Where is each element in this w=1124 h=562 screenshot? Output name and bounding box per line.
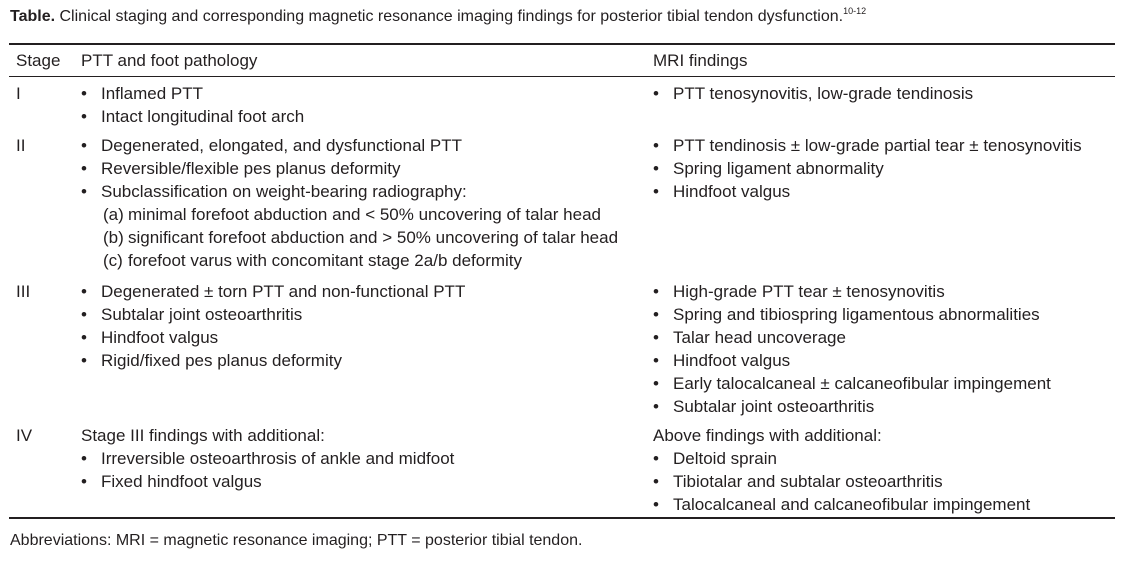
bullet-icon: •	[653, 495, 659, 514]
bullet-icon: •	[81, 107, 87, 126]
bullet-text: Hindfoot valgus	[101, 328, 219, 347]
bullet-text: High-grade PTT tear ± tenosynovitis	[673, 282, 945, 301]
bullet-text: Spring ligament abnormality	[673, 159, 884, 178]
bullet-item	[653, 82, 973, 105]
bullet-item	[81, 447, 454, 470]
stage-label	[16, 280, 30, 303]
bullet-text: Reversible/flexible pes planus deformity	[101, 159, 401, 178]
bullet-text: Hindfoot valgus	[673, 351, 791, 370]
bullet-item	[653, 157, 1082, 180]
intro-line	[653, 424, 1030, 447]
bullet-text: Fixed hindfoot valgus	[101, 472, 262, 491]
bullet-icon: •	[653, 182, 659, 201]
bullet-icon: •	[81, 305, 87, 324]
bullet-icon: •	[653, 449, 659, 468]
bullet-icon: •	[81, 136, 87, 155]
table-caption	[10, 7, 866, 27]
pathology-cell	[81, 82, 304, 128]
intro-text: Stage III findings with additional:	[81, 426, 325, 445]
bullet-text: Tibiotalar and subtalar osteoarthritis	[673, 472, 943, 491]
bullet-item	[81, 326, 465, 349]
bullet-icon: •	[81, 449, 87, 468]
bullet-item	[81, 180, 618, 203]
stage-label	[16, 82, 21, 105]
bullet-text: PTT tendinosis ± low-grade partial tear ± tenosynovitis	[673, 136, 1082, 155]
bullet-item	[81, 82, 304, 105]
intro-text: Above findings with additional:	[653, 426, 882, 445]
subclass-text: significant forefoot abduction and > 50% uncovering of talar head	[128, 228, 619, 247]
bullet-text: Early talocalcaneal ± calcaneofibular impingement	[673, 374, 1051, 393]
mri-cell	[653, 82, 973, 105]
bullet-item	[653, 395, 1051, 418]
bullet-item	[653, 470, 1030, 493]
bullet-icon: •	[653, 159, 659, 178]
mri-cell	[653, 280, 1051, 418]
bullet-icon: •	[81, 472, 87, 491]
bullet-icon: •	[653, 472, 659, 491]
mri-cell	[653, 134, 1082, 203]
bullet-text: Subtalar joint osteoarthritis	[673, 397, 875, 416]
caption-lead: Table.	[10, 8, 56, 25]
bullet-text: Degenerated ± torn PTT and non-functional PTT	[101, 282, 466, 301]
bullet-item	[81, 157, 618, 180]
bullet-icon: •	[653, 374, 659, 393]
bullet-icon: •	[81, 328, 87, 347]
subclass-item	[81, 203, 618, 226]
bullet-text: Hindfoot valgus	[673, 182, 791, 201]
bullet-text: Inflamed PTT	[101, 84, 204, 103]
table-top-rule	[9, 43, 1115, 45]
header-stage: Stage	[16, 51, 61, 70]
bullet-text: Talar head uncoverage	[673, 328, 846, 347]
bullet-item	[81, 280, 465, 303]
bullet-icon: •	[81, 182, 87, 201]
subclass-text: forefoot varus with concomitant stage 2a/b deformity	[128, 251, 523, 270]
bullet-text: Degenerated, elongated, and dysfunctional PTT	[101, 136, 463, 155]
bullet-icon: •	[81, 282, 87, 301]
header-pathology: PTT and foot pathology	[81, 51, 258, 70]
bullet-item	[653, 326, 1051, 349]
bullet-icon: •	[653, 328, 659, 347]
mri-cell	[653, 424, 1030, 516]
subclass-item	[81, 249, 618, 272]
bullet-item	[653, 280, 1051, 303]
bullet-text: Rigid/fixed pes planus deformity	[101, 351, 342, 370]
bullet-item	[653, 372, 1051, 395]
pathology-cell	[81, 280, 465, 372]
bullet-text: PTT tenosynovitis, low-grade tendinosis	[673, 84, 974, 103]
bullet-item	[81, 134, 618, 157]
stage-label	[16, 134, 25, 157]
bullet-item	[653, 180, 1082, 203]
subclass-marker: (a)	[103, 205, 124, 224]
intro-line	[81, 424, 454, 447]
pathology-cell	[81, 134, 618, 272]
stage-label	[16, 424, 32, 447]
stage-value: IV	[16, 426, 33, 445]
bullet-icon: •	[653, 305, 659, 324]
subclass-item	[81, 226, 618, 249]
bullet-text: Subclassification on weight-bearing radiography:	[101, 182, 467, 201]
subclass-marker: (c)	[103, 251, 123, 270]
header-mri-findings: MRI findings	[653, 51, 748, 70]
bullet-icon: •	[653, 282, 659, 301]
caption-references: 10-12	[843, 6, 867, 16]
bullet-icon: •	[81, 84, 87, 103]
bullet-item	[653, 493, 1030, 516]
bullet-text: Talocalcaneal and calcaneofibular impingement	[673, 495, 1031, 514]
bullet-item	[81, 470, 454, 493]
bullet-text: Subtalar joint osteoarthritis	[101, 305, 303, 324]
pathology-cell	[81, 424, 454, 493]
bullet-icon: •	[653, 397, 659, 416]
bullet-item	[653, 447, 1030, 470]
bullet-text: Spring and tibiospring ligamentous abnormalities	[673, 305, 1040, 324]
bullet-item	[653, 134, 1082, 157]
subclass-text: minimal forefoot abduction and < 50% uncovering of talar head	[128, 205, 601, 224]
bullet-text: Irreversible osteoarthrosis of ankle and midfoot	[101, 449, 455, 468]
bullet-icon: •	[653, 136, 659, 155]
bullet-item	[653, 303, 1051, 326]
stage-value: III	[16, 282, 31, 301]
bullet-icon: •	[653, 84, 659, 103]
stage-value: II	[16, 136, 26, 155]
bullet-icon: •	[81, 159, 87, 178]
subclass-marker: (b)	[103, 228, 124, 247]
table-bottom-rule	[9, 517, 1115, 519]
stage-value: I	[16, 84, 21, 103]
bullet-item	[81, 105, 304, 128]
bullet-text: Intact longitudinal foot arch	[101, 107, 305, 126]
table-footnote: Abbreviations: MRI = magnetic resonance imaging; PTT = posterior tibial tendon.	[10, 532, 583, 549]
bullet-item	[81, 349, 465, 372]
bullet-item	[653, 349, 1051, 372]
bullet-icon: •	[653, 351, 659, 370]
header-divider-rule	[9, 76, 1115, 77]
bullet-item	[81, 303, 465, 326]
caption-text: Clinical staging and corresponding magnetic resonance imaging findings for posterior tibial tendon dysfunction.	[59, 8, 844, 25]
bullet-text: Deltoid sprain	[673, 449, 777, 468]
bullet-icon: •	[81, 351, 87, 370]
